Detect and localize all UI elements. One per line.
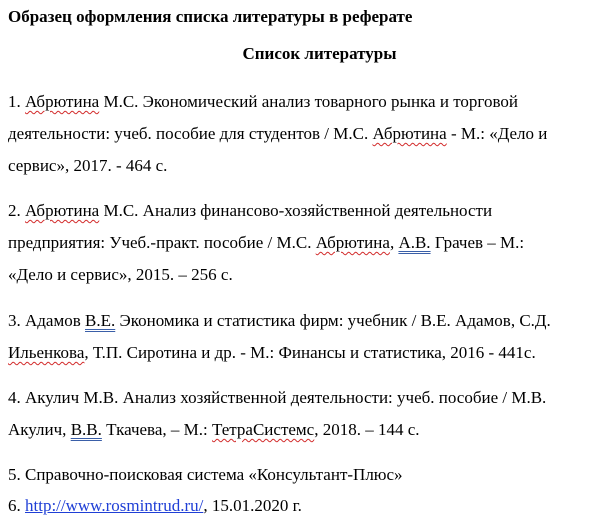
url-link[interactable]: http://www.rosmintrud.ru/ — [25, 496, 204, 515]
entry-number: 2. — [8, 201, 25, 220]
entry-2-line-2 — [8, 231, 524, 255]
spellcheck-word: Абрютина — [25, 92, 100, 111]
entry-text: М.С. Анализ финансово-хозяйственной деятельности — [99, 201, 493, 220]
spellcheck-word: Ильенкова — [8, 343, 85, 362]
entry-text: , 15.01.2020 г. — [203, 496, 302, 515]
spellcheck-word: ТетраСистемс — [212, 420, 315, 439]
grammar-word: А.В. — [398, 233, 431, 252]
entry-text: Акулич, — [8, 420, 71, 439]
grammar-word: В.В. — [70, 420, 102, 439]
entry-text: Экономика и статистика фирм: учебник / В.Е. Адамов, С.Д. — [115, 311, 551, 330]
entry-text: сервис», 2017. - 464 с. — [8, 156, 168, 175]
entry-4-line-2 — [8, 418, 420, 442]
entry-text: - М.: «Дело и — [446, 124, 548, 143]
entry-1-line-2 — [8, 122, 547, 146]
spellcheck-word: Абрютина — [315, 233, 390, 252]
grammar-word: В.Е. — [85, 311, 116, 330]
entry-1-line-3 — [8, 154, 167, 178]
entry-5-line-1 — [8, 463, 403, 487]
entry-2-line-1 — [8, 199, 492, 223]
entry-text: предприятия: Учеб.-практ. пособие / М.С. — [8, 233, 316, 252]
spellcheck-word: Абрютина — [25, 201, 100, 220]
entry-text: «Дело и сервис», 2015. – 256 с. — [8, 265, 233, 284]
entry-text: М.С. Экономический анализ товарного рынка и торговой — [99, 92, 518, 111]
spellcheck-word: Абрютина — [372, 124, 447, 143]
entry-6-line-1 — [8, 494, 302, 518]
entry-3-line-2 — [8, 341, 536, 365]
document-heading: Образец оформления списка литературы в реферате — [8, 7, 413, 26]
entry-text: 3. Адамов — [8, 311, 86, 330]
entry-2-line-3 — [8, 263, 233, 287]
entry-text: 5. Справочно-поисковая система «Консультант-Плюс» — [8, 465, 403, 484]
entry-1-line-1 — [8, 90, 518, 114]
entry-text: Грачев – М.: — [430, 233, 525, 252]
entry-text: , 2018. – 144 с. — [314, 420, 420, 439]
bibliography-title: Список литературы — [242, 44, 397, 63]
entry-text: , — [389, 233, 399, 252]
entry-text: 4. Акулич М.В. Анализ хозяйственной деятельности: учеб. пособие / М.В. — [8, 388, 547, 407]
entry-text: Ткачева, – М.: — [101, 420, 212, 439]
entry-text: , Т.П. Сиротина и др. - М.: Финансы и статистика, 2016 - 441с. — [84, 343, 536, 362]
entry-4-line-1 — [8, 386, 546, 410]
entry-3-line-1 — [8, 309, 551, 333]
entry-text: деятельности: учеб. пособие для студентов / М.С. — [8, 124, 373, 143]
entry-number: 6. — [8, 496, 25, 515]
entry-number: 1. — [8, 92, 25, 111]
